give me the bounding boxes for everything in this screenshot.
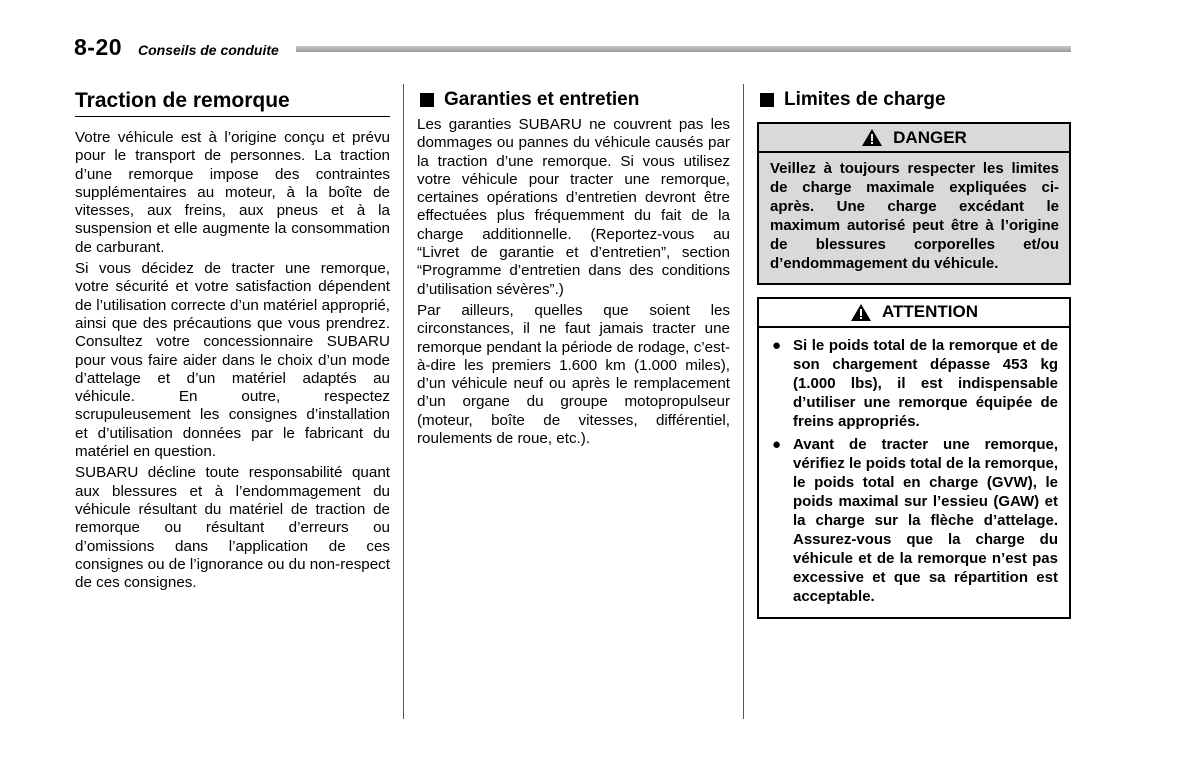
subsection-heading (417, 88, 730, 112)
square-bullet-icon (760, 93, 774, 107)
paragraph: Les garanties SUBARU ne couvrent pas les dommages ou pannes du véhicule causés par la traction d’une remorque. Si vous utilisez votre véhicule pour tracter une remorque, certaines opérations d’entretien devront être effectuées plus fréquemment du fait de la charge additionnelle. (Reportez-vous au “Livret de garantie et d’entretien”, section “Programme d’entretien dans des conditions d’utilisation sévères”.) (417, 116, 730, 298)
danger-banner (757, 122, 1071, 153)
column-right (757, 88, 1071, 619)
section-heading: Traction de remorque (75, 88, 390, 117)
bullet-icon: ● (772, 435, 782, 453)
page-header (74, 34, 1074, 64)
subsection-title: Limites de charge (784, 89, 946, 110)
list-item-text: Si le poids total de la remorque et de son chargement dépasse 453 kg (1.000 lbs), il est indispensable d’utiliser une remorque équipée de freins appropriés. (793, 336, 1058, 430)
column-divider (403, 84, 404, 719)
warning-triangle-icon (850, 303, 872, 322)
attention-label: ATTENTION (881, 302, 978, 322)
paragraph: SUBARU décline toute responsabilité quant aux blessures et à l’endommagement du véhicule résultant du matériel de traction de remorque ou résultant d’erreurs ou d’omissions dans l’application de ces consignes ou de l’ignorance ou du non-respect de ces consignes. (75, 464, 390, 592)
header-rule (296, 46, 1071, 52)
danger-text: Veillez à toujours respecter les limites de charge maximale expliquées ci-après. Une charge excédant le maximum autorisé peut être à l’origine de blessures corporelles et/ou d’endommagement du véhicule. (770, 160, 1059, 273)
attention-message-box (757, 328, 1071, 619)
warning-triangle-icon (861, 128, 883, 147)
list-item-text: Avant de tracter une remorque, vérifiez le poids total de la remorque, le poids total en charge (GVW), le poids maximal sur l’essieu (GAW) et la charge sur la flèche d’attelage. Assurez-vous que la charge du véhicule et de la remorque n’est pas excessive et que sa répartition est acceptable. (793, 435, 1058, 605)
column-left (75, 88, 390, 595)
danger-label: DANGER (893, 127, 967, 147)
page-number: 8-20 (74, 34, 123, 60)
paragraph: Si vous décidez de tracter une remorque, votre sécurité et votre satisfaction dépendent de l’utilisation correcte d’un matériel approprié, ainsi que des précautions que vous prendrez. Consultez votre concessionnaire SUBARU pour vous faire aider dans le choix d’un mode d’attelage et d’un matériel adaptés au véhicule. En outre, respectez scrupuleusement les consignes d’installation et d’utilisation données par le fabricant du matériel en question. (75, 260, 390, 461)
square-bullet-icon (420, 93, 434, 107)
subsection-title: Garanties et entretien (444, 89, 640, 110)
attention-banner (757, 297, 1071, 328)
list-item (769, 336, 1058, 431)
column-divider (743, 84, 744, 719)
danger-message-box (757, 153, 1071, 285)
paragraph: Par ailleurs, quelles que soient les circonstances, il ne faut jamais tracter une remorque pendant la période de rodage, c’est-à-dire les premiers 1.600 km (1.000 miles), d’un véhicule neuf ou après le remplacement d’un organe du groupe motopropulseur (moteur, boîte de vitesses, différentiel, roulements de roue, etc.). (417, 301, 730, 448)
list-item (769, 435, 1058, 606)
subsection-heading (757, 88, 1071, 112)
section-title: Conseils de conduite (138, 42, 279, 58)
paragraph: Votre véhicule est à l’origine conçu et prévu pour le transport de personnes. La traction d’une remorque impose des contraintes supplémentaires au moteur, à la boîte de vitesses, aux freins, aux pneus et à la suspension et elle augmente la consommation de carburant. (75, 129, 390, 256)
column-middle (417, 88, 730, 451)
bullet-icon: ● (772, 336, 782, 354)
